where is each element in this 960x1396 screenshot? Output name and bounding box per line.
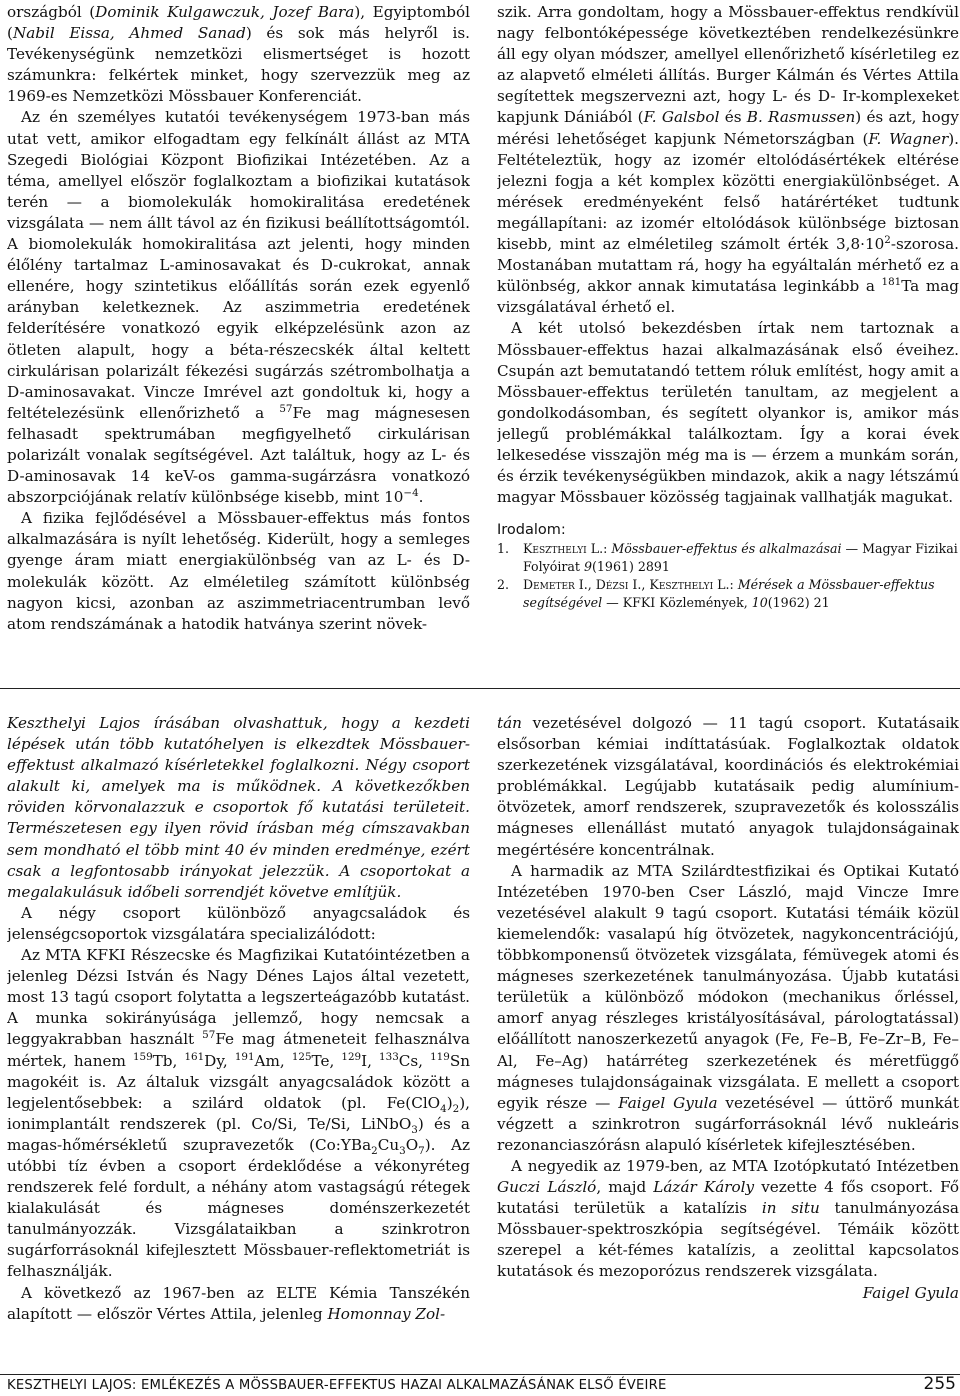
intro-paragraph: Keszthelyi Lajos írásában olvashattuk, hogy a kezdeti lépések után több kutatóhelyen is elkezdtek Mössbauer-effektust alkalmazó kísérletekkel foglalkozni. Négy csoport alakult ki, amelyek ma is működnek. A következőkben röviden körvonalazzuk e csoportok fő kutatási területeit. Természetesen egy ilyen rövid írásban még címszavakban sem mondható el több mint 40 év minden eredménye, ezért csak a legfontosabb irányokat jelezzük. A csoportokat a megalakulásuk időbeli sorrendjét követve említjük. — [7, 714, 470, 901]
paragraph: A következő az 1967-ben az ELTE Kémia Tanszékén alapított — először Vértes Attila, jelenleg Homonnay Zol- — [7, 1283, 470, 1323]
reference-item: 1. Keszthelyi L.: Mössbauer-effektus és alkalmazásai — Magyar Fizikai Folyóirat 9(1961) 2891 — [497, 541, 958, 575]
paragraph: A négy csoport különböző anyagcsaládok és jelenségcsoportok vizsgálatára specializálódott: — [7, 903, 470, 943]
page-number: 255 — [923, 1374, 956, 1394]
upper-left-column — [7, 2, 470, 672]
paragraph: Az én személyes kutatói tevékenységem 1973-ban más utat vett, amikor elfogadtam egy felkínált állást az MTA Szegedi Biológiai Központ Biofizikai Intézetében. Az a téma, amellyel először foglalkoztam a biofizikai kutatások terén — a biomolekulák homokiralitása eredetének vizsgálata — nem állt távol az én fizikusi beállítottságomtól. A biomolekulák homokiralitása azt jelenti, hogy minden élőlény tartalmaz L-aminosavakat és D-cukrokat, annak ellenére, hogy szintetikus előállítás során ezek egyenlő arányban keletkeznek. Az aszimmetria eredetének felderítésére vonatkozó egyik elképzelésünk azon az ötleten alapult, hogy a béta-részecskék által keltett cirkulárisan polarizált fékezési sugárzás szétrombolhatja a D-aminosavakat. Vincze Imrével azt gondoltuk ki, hogy a feltételezésünk ellenőrizhető a $^{57}$Fe mag mágnesesen felhasadt spektrumában megfigyelhető cirkulárisan polarizált vonalak segítségével. Azt találtuk, hogy az L- és D-aminosavak 14 keV-os gamma-sugárzásra vonatkozó abszorpciójának relatív különbsége kisebb, mint $10^{-4}$. — [7, 108, 470, 507]
reference-item: 2. Demeter I., Dézsi I., Keszthelyi L.: Mérések a Mössbauer-effektus segítségével — KFKI Közlemények, 10(1962) 21 — [497, 577, 935, 611]
upper-right-column — [497, 2, 959, 674]
footer-divider — [0, 1374, 960, 1375]
references-heading: Irodalom: — [497, 522, 566, 539]
author-signature: Faigel Gyula — [862, 1283, 959, 1302]
lower-left-column — [7, 713, 470, 1365]
paragraph: Az MTA KFKI Részecske és Magfizikai Kutatóintézetben a jelenleg Dézsi István és Nagy Dénes Lajos által vezetett, most 13 tagú csoport folytatta a legszerteágazóbb kutatást. A munka sokirányúsága jellemző, hogy nemcsak a leggyakrabban használt $^{57}$Fe mag átmeneteit felhasználva mértek, hanem $^{159}$Tb, $^{161}$Dy, $^{191}$Am, $^{125}$Te, $^{129}$I, $^{133}$Cs, $^{119}$Sn magokéit is. Az általuk vizsgált anyagcsaládok között a legjelentősebbek: a szilárd oldatok (pl. $Fe(ClO_4)_2$), ionimplantált rendszerek (pl. Co/Si, Te/Si, LiNbO$_3$) és a magas-hőmérsékletű szupravezetők $(Co:YBa_2Cu_3O_7)$. Az utóbbi tíz évben a csoport érdeklődése a vékonyréteg rendszerek felé fordult, a néhány atom vastagságú rétegek kialakulását és mágneses doménszerkezetét tanulmányozzák. Vizsgálataikban a szinkrotron sugárforrásoknál kifejlesztett Mössbauer-reflektometriát is felhasználják. — [7, 946, 470, 1281]
paragraph: A fizika fejlődésével a Mössbauer-effektus más fontos alkalmazására is nyílt lehetőség. Kiderült, hogy a semleges gyenge áram miatt energiakülönbség van az L- és D-molekulák között. Az elméletileg számított különbség nagyon kicsi, azonban az aszimmetriacentrumban levő atom rendszámának a hatodik hatványa szerint növek- — [7, 509, 470, 633]
paragraph: országból (Dominik Kulgawczuk, Jozef Bara), Egyiptomból (Nabil Eissa, Ahmed Sanad) és sok más helyről is. Tevékenységünk nemzetközi elismertséget is hozott számunkra: felkértek minket, hogy szervezzük meg az 1969-es Nemzetközi Mössbauer Konferenciát. — [7, 3, 470, 106]
paragraph: szik. Arra gondoltam, hogy a Mössbauer-effektus rendkívül nagy felbontóképessége következtében rendelkezésünkre áll egy olyan módszer, amellyel ellenőrizhető kísérletileg ez az alapvető elméleti állítás. Burger Kálmán és Vértes Attila segítettek megszervezni azt, hogy L- és D- Ir-komplexeket kapjunk Dániából (F. Galsbol és B. Rasmussen) és azt, hogy mérési lehetőséget kapjunk Németországban (F. Wagner). Feltételeztük, hogy az izomér eltolódásértékek eltérése jelezni fogja a két komplex közötti energiakülönbséget. A mérések eredményeként felső határértéket tudtunk megállapítani: az izomér eltolódások különbsége biztosan kisebb, mint az elméletileg számolt érték $3,8\cdot 10^2$-szorosa. Mostanában mutattam rá, hogy ha egyáltalán mérhető ez a különbség, akkor annak kimutatása leginkább a $^{181}$Ta mag vizsgálatával érhető el. — [497, 3, 959, 317]
paragraph: tán vezetésével dolgozó — 11 tagú csoport. Kutatásaik elsősorban kémiai indíttatásúak. Foglalkoztak oldatok szerkezetének vizsgálatával, koordinációs és elektrokémiai problémákkal. Legújabb kutatásaik pedig alumínium-ötvözetek, amorf rendszerek, szupravezetők és kolosszális mágneses ellenállást mutató anyagok tulajdonságainak megértésére koncentrálnak. — [497, 714, 959, 859]
running-footer-title: KESZTHELYI LAJOS: EMLÉKEZÉS A MÖSSBAUER-EFFEKTUS HAZAI ALKALMAZÁSÁNAK ELSŐ ÉVEIRE — [7, 1378, 667, 1393]
section-divider — [0, 688, 960, 689]
paragraph: A negyedik az 1979-ben, az MTA Izotópkutató Intézetben Guczi László, majd Lázár Károly vezette 4 fős csoport. Fő kutatási területük a katalízis in situ tanulmányozása Mössbauer-spektroszkópia segítségével. Témáik között szerepel a két-fémes katalízis, a zeolittal kapcsolatos kutatások és mezoporózus rendszerek vizsgálata. — [497, 1156, 959, 1281]
paragraph: A két utolsó bekezdésben írtak nem tartoznak a Mössbauer-effektus hazai alkalmazásának első éveihez. Csupán azt bemutatandó tettem róluk említést, hogy amit a Mössbauer-effektus területén tanultam, az megjelent a gondolkodásomban, és segített olyankor is, amikor más jellegű problémákkal találkoztam. Így a korai évek lelkesedése visszajön még ma is — érzem a munkám során, és érzik tevékenységükben mindazok, akik a nagy létszámú magyar Mössbauer közösség tagjainak vallhatják magukat. — [497, 319, 959, 507]
paragraph: A harmadik az MTA Szilárdtestfizikai és Optikai Kutató Intézetében 1970-ben Cser László, majd Vincze Imre vezetésével alakult 9 tagú csoport. Kutatási témáik közül kiemelendők: vasalapú híg ötvözetek, nagykoncentrációjú, többkomponensű ötvözetek vizsgálata, fémüvegek atomi és mágneses szerkezetének tanulmányozása. Újabb kutatási területük a különböző módokon (mechanikus őrléssel, amorf anyag részleges kristályosításával, párologtatással) előállított nanoszerkezetű anyagok (Fe, Fe–B, Fe–Zr–B, Fe–Al, Fe–Ag) határréteg szerkezetének és méretfüggő mágneses tulajdonságainak vizsgálata. E mellett a csoport egyik része — Faigel Gyula vezetésével — úttörő munkát végzett a szinkrotron sugárforrásoknál lévő nukleáris rezonanciaszórásn alapuló kísérletek kifejlesztésében. — [497, 861, 959, 1154]
lower-right-column — [497, 713, 959, 1365]
